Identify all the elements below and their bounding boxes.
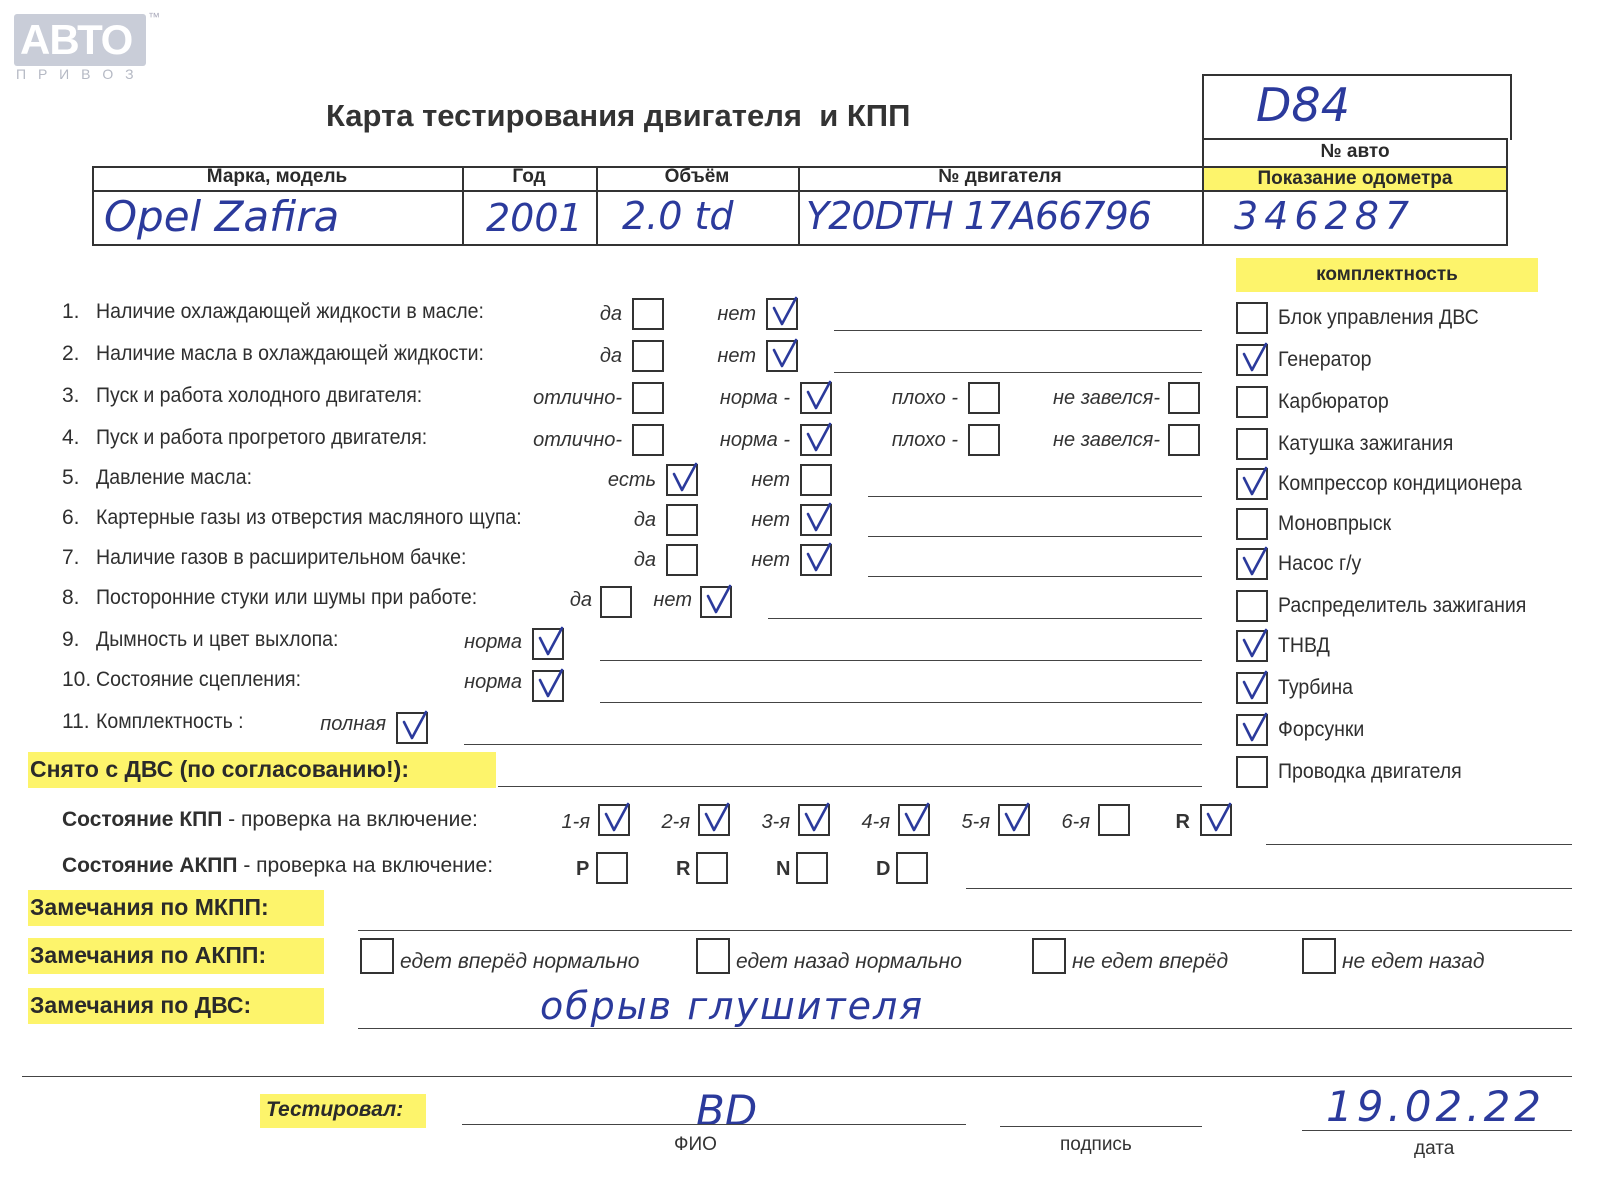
car-number-value: D84 [1256, 78, 1350, 132]
option-label: норма - [719, 387, 790, 409]
option-label: нет [653, 589, 692, 611]
gear-checkbox-checked[interactable] [698, 804, 730, 836]
checkbox[interactable] [632, 424, 664, 456]
removed-label: Снято с ДВС (по согласованию!): [30, 756, 409, 782]
gear-label: 5-я [961, 811, 990, 833]
kit-item-label: Проводка двигателя [1278, 760, 1462, 783]
answer-line [868, 536, 1202, 537]
option-label: нет [751, 549, 790, 571]
engine-label: № двигателя [938, 166, 1062, 187]
checkbox-checked[interactable] [532, 628, 564, 660]
akpp-mode-label: R [676, 858, 691, 880]
checkbox[interactable] [968, 382, 1000, 414]
akpp-remark-label: едет вперёд нормально [400, 950, 640, 973]
odometer-label: Показание одометра [1257, 168, 1453, 189]
check-mark-icon [401, 708, 429, 744]
option-label: полная [320, 713, 386, 735]
answer-line [834, 330, 1202, 331]
kit-checkbox-checked[interactable] [1236, 468, 1268, 500]
gear-checkbox-checked[interactable] [898, 804, 930, 836]
answer-line [464, 744, 1202, 745]
kit-item-label: Карбюратор [1278, 390, 1389, 413]
checkbox[interactable] [968, 424, 1000, 456]
check-mark-icon [805, 540, 833, 576]
check-mark-icon [771, 294, 799, 330]
logo-sub: П Р И В О З [16, 66, 138, 82]
akpp-mode-label: D [876, 858, 891, 880]
gear-checkbox-checked[interactable] [1200, 804, 1232, 836]
question-text: Посторонние стуки или шумы при работе: [96, 586, 478, 609]
kit-checkbox[interactable] [1236, 590, 1268, 622]
akpp-remark-checkbox[interactable] [1032, 938, 1066, 974]
akpp-remark-label: не едет вперёд [1072, 950, 1229, 973]
checkbox-checked[interactable] [766, 340, 798, 372]
checkbox-checked[interactable] [532, 670, 564, 702]
option-label: да [599, 303, 622, 325]
checkbox-checked[interactable] [800, 424, 832, 456]
kit-item-label: Блок управления ДВС [1278, 306, 1479, 329]
option-label: плохо - [891, 387, 958, 409]
checkbox-checked[interactable] [700, 586, 732, 618]
kit-item-label: ТНВД [1278, 634, 1330, 657]
akpp-label [62, 854, 493, 878]
option-label: норма - [719, 429, 790, 451]
option-label: есть [607, 469, 656, 491]
date-line [1302, 1130, 1572, 1131]
answer-line [600, 660, 1202, 661]
kit-item-label: Компрессор кондиционера [1278, 472, 1522, 495]
check-mark-icon [1241, 464, 1269, 500]
check-mark-icon [705, 582, 733, 618]
volume-label: Объём [664, 166, 730, 187]
kit-checkbox-checked[interactable] [1236, 344, 1268, 376]
gear-label: 1-я [561, 811, 590, 833]
checkbox[interactable] [800, 464, 832, 496]
logo-brand: АВТО [20, 16, 133, 63]
option-label: не завелся- [1053, 429, 1160, 451]
fio-caption: ФИО [674, 1134, 717, 1155]
kit-checkbox[interactable] [1236, 428, 1268, 460]
option-label: отлично- [533, 387, 622, 409]
kit-checkbox-checked[interactable] [1236, 714, 1268, 746]
make-label: Марка, модель [206, 166, 348, 187]
akpp-mode-checkbox[interactable] [896, 852, 928, 884]
answer-line [868, 496, 1202, 497]
gear-label: 3-я [761, 811, 790, 833]
akpp-mode-checkbox[interactable] [796, 852, 828, 884]
check-mark-icon [1241, 710, 1269, 746]
fio-line [462, 1124, 966, 1125]
option-label: отлично- [533, 429, 622, 451]
question-text: Наличие охлаждающей жидкости в масле: [96, 300, 484, 323]
make-value: Opel Zafira [104, 192, 340, 241]
kit-checkbox-checked[interactable] [1236, 548, 1268, 580]
kpp-label-bold: Состояние КПП [62, 808, 223, 831]
kit-item-label: Насос г/у [1278, 552, 1362, 575]
checkbox[interactable] [632, 382, 664, 414]
gear-checkbox-checked[interactable] [598, 804, 630, 836]
year-value: 2001 [486, 196, 583, 240]
check-mark-icon [1205, 800, 1233, 836]
remark-mkpp-line [358, 930, 1572, 931]
kpp-label-rest: - проверка на включение: [222, 808, 478, 831]
checkbox[interactable] [1168, 424, 1200, 456]
check-mark-icon [805, 500, 833, 536]
kit-item-label: Распределитель зажигания [1278, 594, 1527, 617]
question-text: Пуск и работа прогретого двигателя: [96, 426, 428, 449]
signature-line [1000, 1126, 1202, 1127]
question-number: 5. [62, 466, 80, 489]
question-text: Комплектность : [96, 710, 244, 733]
check-mark-icon [805, 420, 833, 456]
akpp-line [966, 888, 1572, 889]
akpp-mode-label: P [576, 858, 590, 880]
option-label: норма [464, 671, 522, 693]
kit-checkbox[interactable] [1236, 756, 1268, 788]
kit-item-label: Генератор [1278, 348, 1372, 371]
gear-checkbox[interactable] [1098, 804, 1130, 836]
checkbox-checked[interactable] [800, 544, 832, 576]
question-number: 9. [62, 628, 80, 651]
kit-checkbox[interactable] [1236, 302, 1268, 334]
question-text: Давление масла: [96, 466, 252, 489]
remark-dvs-line [358, 1028, 1572, 1029]
question-number: 1. [62, 300, 80, 323]
signature-caption: подпись [1060, 1134, 1132, 1155]
question-number: 8. [62, 586, 80, 609]
engine-value: Y20DTH 17A66796 [806, 194, 1151, 238]
checkbox-checked[interactable] [766, 298, 798, 330]
page-title: Карта тестирования двигателя и КПП [326, 98, 911, 133]
checkbox-checked[interactable] [396, 712, 428, 744]
akpp-mode-checkbox[interactable] [596, 852, 628, 884]
year-label: Год [512, 166, 546, 187]
question-number: 7. [62, 546, 80, 569]
question-number: 6. [62, 506, 80, 529]
answer-line [868, 576, 1202, 577]
option-label: нет [717, 345, 756, 367]
question-text: Картерные газы из отверстия масляного щупа: [96, 506, 522, 529]
gear-label: 6-я [1061, 811, 1090, 833]
gear-label: 4-я [861, 811, 890, 833]
option-label: нет [751, 509, 790, 531]
kit-title: комплектность [1316, 264, 1458, 285]
car-number-box [1202, 74, 1512, 140]
check-mark-icon [703, 800, 731, 836]
akpp-mode-checkbox[interactable] [696, 852, 728, 884]
check-mark-icon [537, 624, 565, 660]
gear-label: R [1175, 811, 1190, 833]
option-label: да [599, 345, 622, 367]
odometer-value: 346287 [1234, 194, 1416, 238]
check-mark-icon [537, 666, 565, 702]
question-text: Наличие газов в расширительном бачке: [96, 546, 467, 569]
akpp-label-rest: - проверка на включение: [237, 854, 494, 877]
removed-line [498, 786, 1202, 787]
remark-dvs-value: обрыв глушителя [540, 984, 925, 1028]
question-number: 3. [62, 384, 80, 407]
option-label: нет [751, 469, 790, 491]
akpp-remark-label: едет назад нормально [736, 950, 962, 973]
kit-checkbox[interactable] [1236, 386, 1268, 418]
option-label: да [633, 509, 656, 531]
question-number: 2. [62, 342, 80, 365]
remark-dvs-label: Замечания по ДВС: [30, 992, 252, 1018]
check-mark-icon [903, 800, 931, 836]
checkbox-checked[interactable] [800, 382, 832, 414]
kit-checkbox-checked[interactable] [1236, 630, 1268, 662]
check-mark-icon [803, 800, 831, 836]
akpp-label-bold: Состояние АКПП [62, 854, 238, 877]
tested-label: Тестировал: [266, 1098, 404, 1121]
kit-item-label: Катушка зажигания [1278, 432, 1454, 455]
option-label: норма [464, 631, 522, 653]
gear-label: 2-я [661, 811, 690, 833]
check-mark-icon [771, 336, 799, 372]
answer-line [768, 618, 1202, 619]
akpp-remark-checkbox[interactable] [360, 938, 394, 974]
check-mark-icon [805, 378, 833, 414]
question-number: 10. [62, 668, 92, 691]
akpp-remark-checkbox[interactable] [696, 938, 730, 974]
question-number: 11. [62, 710, 90, 733]
kpp-line [1266, 844, 1572, 845]
akpp-remark-label: не едет назад [1342, 950, 1485, 973]
kit-item-label: Форсунки [1278, 718, 1365, 741]
kpp-label [62, 808, 478, 832]
option-label: плохо - [891, 429, 958, 451]
logo [14, 14, 146, 66]
checkbox[interactable] [600, 586, 632, 618]
check-mark-icon [1241, 544, 1269, 580]
question-text: Состояние сцепления: [96, 668, 302, 691]
remark-mkpp-label: Замечания по МКПП: [30, 894, 269, 920]
option-label: да [569, 589, 592, 611]
option-label: не завелся- [1053, 387, 1160, 409]
remark-akpp-label: Замечания по АКПП: [30, 942, 267, 968]
date-value: 19.02.22 [1326, 1082, 1546, 1131]
kit-checkbox[interactable] [1236, 508, 1268, 540]
question-text: Наличие масла в охлаждающей жидкости: [96, 342, 484, 365]
volume-value: 2.0 td [622, 194, 734, 238]
check-mark-icon [1003, 800, 1031, 836]
gear-checkbox-checked[interactable] [998, 804, 1030, 836]
check-mark-icon [603, 800, 631, 836]
car-number-label: № авто [1320, 141, 1390, 162]
option-label: нет [717, 303, 756, 325]
check-mark-icon [1241, 626, 1269, 662]
date-caption: дата [1414, 1138, 1455, 1159]
answer-line [834, 372, 1202, 373]
logo-tm: ™ [148, 10, 160, 24]
question-text: Дымность и цвет выхлопа: [96, 628, 339, 651]
tested-value: BD [696, 1086, 758, 1135]
question-number: 4. [62, 426, 80, 449]
question-text: Пуск и работа холодного двигателя: [96, 384, 423, 407]
check-mark-icon [1241, 668, 1269, 704]
check-mark-icon [1241, 340, 1269, 376]
kit-item-label: Моновпрыск [1278, 512, 1392, 535]
checkbox[interactable] [1168, 382, 1200, 414]
gear-checkbox-checked[interactable] [798, 804, 830, 836]
akpp-remark-checkbox[interactable] [1302, 938, 1336, 974]
kit-item-label: Турбина [1278, 676, 1353, 699]
option-label: да [633, 549, 656, 571]
separator-line [22, 1076, 1572, 1077]
kit-checkbox-checked[interactable] [1236, 672, 1268, 704]
akpp-mode-label: N [776, 858, 791, 880]
checkbox-checked[interactable] [800, 504, 832, 536]
answer-line [600, 702, 1202, 703]
